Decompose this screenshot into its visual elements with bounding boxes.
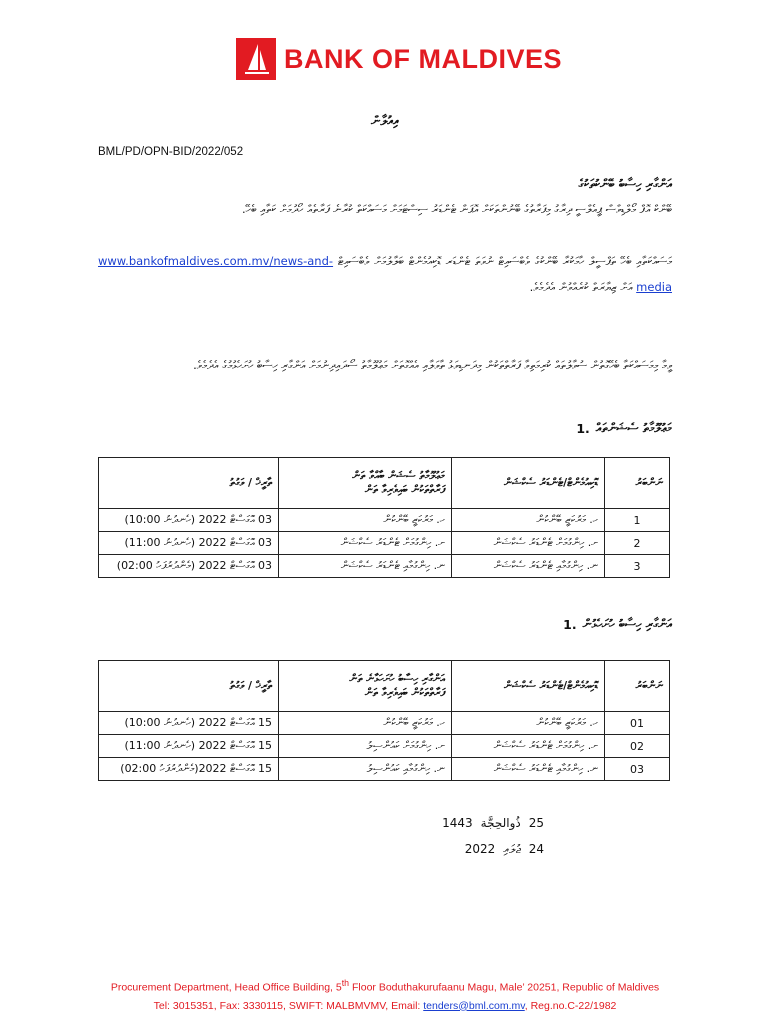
col-header-venue-line1: މަޢުލޫމާތު ސެޝަން ބާއްވާ ތަން [352, 469, 445, 482]
table-row [99, 532, 670, 555]
greg-month: ޖުލައި [503, 842, 521, 856]
cell-datetime: 15 އޮގަސްޓް 2022 (ހެނދުނު 11:00) [99, 735, 279, 758]
col-header-number: ނަންބަރު [605, 661, 670, 712]
section2-number: 1. [563, 616, 577, 632]
cell-document: ހ. މަރުކަޒީ ބޭންކުން [452, 712, 605, 735]
hijri-day: 25 [528, 816, 544, 830]
paragraph-intro-text: ބޭންކް އޮފް މޯލްޑިވްސް ޕީއެލްސީ ދިރާގު މިފަރާތުގެ ބޭނުންތަކަށް އޮޕަން ޓެންޑަރު ސިސްޓަމަށް މަސައްކަތް ކުރާނެ ފަރާތެއް ހޯދުމަށް ކަތާއި ބެހޭ. [241, 202, 672, 216]
col-header-document: ޑޮކިއުމެންޓް/ޓެންޑަރު ސެކްޝަން [452, 661, 605, 712]
cell-document: ހ. މަރުކަޒީ ބޭންކުން [452, 509, 605, 532]
section1-heading [576, 420, 672, 436]
hijri-month: ذُوالحِجَّة [480, 816, 521, 830]
cell-document: ށ. ހިންގުމަށް ޓެންޑަރު ސެކްޝަން [452, 735, 605, 758]
footer-contact-a: Tel: 3015351, Fax: 3330115, SWIFT: MALBMVMV, Email: [153, 999, 424, 1012]
col-header-datetime: ތާރީޚް / ވަގުތު [99, 661, 279, 712]
email-link[interactable]: tenders@bml.com.mv [423, 999, 525, 1012]
table-row [99, 555, 670, 578]
cell-datetime: 15 އޮގަސްޓް 2022(މެންދުރުފަހު 02:00) [99, 758, 279, 781]
cell-venue: ހ. މަރުކަޒީ ބޭންކުން [279, 712, 452, 735]
document-subject: އަންގާރި ހިސާބު ބޭންކުތަކުގެ [578, 176, 672, 191]
cell-number: 1 [605, 509, 670, 532]
hijri-year: 1443 [442, 816, 473, 830]
col-header-document: ޑޮކިއުމެންޓް/ޓެންޑަރު ސެކްޝަން [452, 458, 605, 509]
paragraph-instructions-text: ވީމާ މިމަސައްކަތާ ބެހޭގޮތުން ސުވާލުތައް ކުރިމަތިވާ ފަރާތްތަކުން މިދަނޑިވަޅު ތާވަލާއި އެއްގޮތަށް މަޢުލޫމާތު ސޯދައިދިނުމަށް އަންގާރި ހިސާބު ހުށަހެޅުމުގެ އެދެމެވެ. [193, 358, 672, 372]
reference-number: BML/PD/OPN-BID/2022/052 [98, 146, 244, 158]
bank-name: BANK OF MALDIVES [284, 43, 562, 74]
table-row [99, 509, 670, 532]
page-footer [0, 974, 770, 1015]
cell-number: 03 [605, 758, 670, 781]
col-header-venue-line2: ފަރާތްތަކުން ބައިވެރިވާ ތަން [364, 686, 445, 699]
bid-submission-table [98, 660, 670, 781]
section1-title: މަޢުލޫމާތު ސެޝަންތައް [595, 420, 672, 435]
col-header-venue-line1: އަންގާރި ހިސާބު ހުށަހަޅާނެ ތަން [349, 672, 445, 685]
greg-year: 2022 [464, 842, 496, 856]
cell-document: ށ. ހިންގުމަށް ޓެންޑަރު ސެކްޝަން [452, 532, 605, 555]
greg-day: 24 [528, 842, 544, 856]
paragraph-intro [98, 196, 672, 222]
document-title: އިއުލާން [370, 114, 399, 129]
table-row [99, 735, 670, 758]
cell-number: 3 [605, 555, 670, 578]
footer-contact [0, 997, 770, 1015]
section2-heading [563, 616, 672, 632]
paragraph-instructions [98, 352, 672, 378]
sail-logo-icon [236, 38, 276, 80]
cell-venue: ނ. ހިންގުމާއި ޓެންޑަރު ސެކްޝަން [279, 555, 452, 578]
info-session-table [98, 457, 670, 578]
cell-venue: ނ. ހިންގުމާއި ކައުންސިލު [279, 758, 452, 781]
bank-logo [236, 38, 562, 80]
cell-document: ނ. ހިންގުމާއި ޓެންޑަރު ސެކްޝަން [452, 758, 605, 781]
footer-address-b: Floor Boduthakurufaanu Magu, Male’ 20251, Republic of Maldives [349, 981, 660, 994]
section1-number: 1. [576, 420, 590, 436]
col-header-venue-line2: ފަރާތްތަކުން ބައިވެރިވާ ތަން [364, 483, 445, 496]
website-link[interactable]: www.bankofmaldives.com.mv/news-and-media [98, 254, 672, 294]
cell-venue: ށ. ހިންގުމަށް ކައުންސިލު [279, 735, 452, 758]
table-row [99, 712, 670, 735]
paragraph-website [98, 248, 672, 300]
paragraph-website-text-b: އަށް ޒިޔާރަތް ކުރެއްވުން އެދެމެވެ. [529, 280, 633, 294]
col-header-venue [279, 661, 452, 712]
cell-document: ނ. ހިންގުމާއި ޓެންޑަރު ސެކްޝަން [452, 555, 605, 578]
cell-datetime: 15 އޮގަސްޓް 2022 (ހެނދުނު 10:00) [99, 712, 279, 735]
gregorian-date [465, 842, 544, 857]
cell-number: 01 [605, 712, 670, 735]
cell-datetime: 03 އޮގަސްޓް 2022 (މެންދުރުފަހު 02:00) [99, 555, 279, 578]
col-header-datetime: ތާރީޚް / ވަގުތު [99, 458, 279, 509]
col-header-venue [279, 458, 452, 509]
cell-datetime: 03 އޮގަސްޓް 2022 (ހެނދުނު 10:00) [99, 509, 279, 532]
cell-venue: ށ. ހިންގުމަށް ޓެންޑަރު ސެކްޝަން [279, 532, 452, 555]
footer-contact-b: , Reg.no.C-22/1982 [524, 999, 617, 1012]
paragraph-website-text-a: މަސައްކަތާއި ބެހޭ ތަފްސީލް ހާމަކުރާ ބޭންކުގެ ވެބްސައިޓް ނުވަތަ ޓެންޑަރ ޑޮކިއުމެންޓް ބަލާލުމަށް ވެބްސައިޓް [337, 254, 673, 268]
footer-address-sup: th [341, 978, 350, 988]
table-header-row [99, 458, 670, 509]
cell-venue: ހ. މަރުކަޒީ ބޭންކުން [279, 509, 452, 532]
footer-address-a: Procurement Department, Head Office Building, 5 [110, 981, 342, 994]
footer-address [0, 974, 770, 997]
cell-number: 2 [605, 532, 670, 555]
cell-datetime: 03 އޮގަސްޓް 2022 (ހެނދުނު 11:00) [99, 532, 279, 555]
hijri-date [442, 816, 544, 830]
section2-title: އަންގާރި ހިސާބު ހުށަހެޅުން [582, 616, 672, 631]
table-header-row [99, 661, 670, 712]
col-header-number: ނަންބަރު [605, 458, 670, 509]
cell-number: 02 [605, 735, 670, 758]
table-row [99, 758, 670, 781]
